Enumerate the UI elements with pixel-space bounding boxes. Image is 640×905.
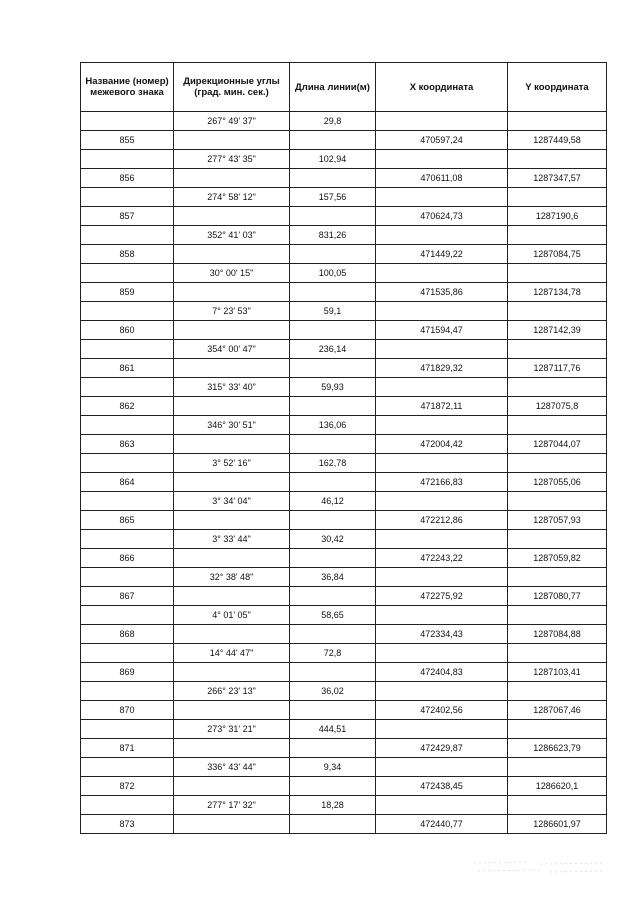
marker-name-cell — [81, 606, 174, 625]
line-length-cell: 59,1 — [290, 302, 376, 321]
table-body — [81, 112, 607, 834]
x-coordinate-cell: 472166,83 — [376, 473, 508, 492]
line-length-cell — [290, 131, 376, 150]
x-coordinate-cell: 471449,22 — [376, 245, 508, 264]
table-row — [81, 188, 607, 207]
y-coordinate-cell: 1286623,79 — [508, 739, 607, 758]
marker-name-cell: 866 — [81, 549, 174, 568]
x-coordinate-cell: 472212,86 — [376, 511, 508, 530]
y-coordinate-cell: 1287103,41 — [508, 663, 607, 682]
direction-angle-cell — [174, 777, 290, 796]
direction-angle-cell: 346° 30' 51" — [174, 416, 290, 435]
table-row — [81, 625, 607, 644]
table-row — [81, 454, 607, 473]
y-coordinate-cell: 1287117,76 — [508, 359, 607, 378]
line-length-cell — [290, 473, 376, 492]
y-coordinate-cell — [508, 796, 607, 815]
y-coordinate-cell: 1286620,1 — [508, 777, 607, 796]
line-length-cell: 162,78 — [290, 454, 376, 473]
line-length-cell — [290, 511, 376, 530]
x-coordinate-cell: 471829,32 — [376, 359, 508, 378]
x-coordinate-cell: 470611,08 — [376, 169, 508, 188]
line-length-cell — [290, 283, 376, 302]
y-coordinate-cell: 1287347,57 — [508, 169, 607, 188]
table-row — [81, 587, 607, 606]
table-row — [81, 359, 607, 378]
marker-name-cell: 868 — [81, 625, 174, 644]
x-coordinate-cell — [376, 682, 508, 701]
table-row — [81, 435, 607, 454]
line-length-cell — [290, 815, 376, 834]
y-coordinate-cell — [508, 226, 607, 245]
table-row — [81, 416, 607, 435]
table-row — [81, 302, 607, 321]
direction-angle-cell: 30° 00' 15" — [174, 264, 290, 283]
line-length-cell: 72,8 — [290, 644, 376, 663]
marker-name-cell: 860 — [81, 321, 174, 340]
line-length-cell: 30,42 — [290, 530, 376, 549]
x-coordinate-cell — [376, 340, 508, 359]
line-length-cell — [290, 587, 376, 606]
x-coordinate-cell — [376, 302, 508, 321]
line-length-cell: 102,94 — [290, 150, 376, 169]
x-coordinate-cell — [376, 796, 508, 815]
y-coordinate-cell: 1287044,07 — [508, 435, 607, 454]
table-header-row — [81, 63, 607, 112]
marker-name-cell — [81, 720, 174, 739]
line-length-cell: 831,26 — [290, 226, 376, 245]
x-coordinate-cell — [376, 720, 508, 739]
marker-name-cell — [81, 416, 174, 435]
y-coordinate-cell — [508, 378, 607, 397]
direction-angle-cell — [174, 397, 290, 416]
line-length-cell: 46,12 — [290, 492, 376, 511]
direction-angle-cell — [174, 473, 290, 492]
y-coordinate-cell — [508, 416, 607, 435]
marker-name-cell: 855 — [81, 131, 174, 150]
line-length-cell — [290, 359, 376, 378]
direction-angle-cell: 277° 43' 35" — [174, 150, 290, 169]
table-row — [81, 549, 607, 568]
marker-name-cell — [81, 530, 174, 549]
direction-angle-cell: 4° 01' 05" — [174, 606, 290, 625]
marker-name-cell — [81, 568, 174, 587]
direction-angle-cell — [174, 169, 290, 188]
y-coordinate-cell — [508, 606, 607, 625]
marker-name-cell: 867 — [81, 587, 174, 606]
line-length-cell — [290, 435, 376, 454]
y-coordinate-cell — [508, 340, 607, 359]
marker-name-cell — [81, 758, 174, 777]
y-coordinate-cell — [508, 302, 607, 321]
table-row — [81, 150, 607, 169]
line-length-cell: 18,28 — [290, 796, 376, 815]
direction-angle-cell: 315° 33' 40" — [174, 378, 290, 397]
direction-angle-cell: 336° 43' 44" — [174, 758, 290, 777]
marker-name-cell: 873 — [81, 815, 174, 834]
table-row — [81, 207, 607, 226]
marker-name-cell: 856 — [81, 169, 174, 188]
table-row — [81, 815, 607, 834]
table-row — [81, 321, 607, 340]
header-direction-angle: Дирекционные углы (град. мин. сек.) — [174, 63, 290, 112]
y-coordinate-cell: 1286601,97 — [508, 815, 607, 834]
table-row — [81, 663, 607, 682]
x-coordinate-cell — [376, 226, 508, 245]
y-coordinate-cell — [508, 188, 607, 207]
direction-angle-cell: 273° 31' 21" — [174, 720, 290, 739]
x-coordinate-cell: 471872,11 — [376, 397, 508, 416]
y-coordinate-cell — [508, 454, 607, 473]
y-coordinate-cell: 1287084,75 — [508, 245, 607, 264]
line-length-cell — [290, 739, 376, 758]
y-coordinate-cell — [508, 112, 607, 131]
line-length-cell — [290, 701, 376, 720]
line-length-cell: 444,51 — [290, 720, 376, 739]
line-length-cell: 157,56 — [290, 188, 376, 207]
line-length-cell — [290, 169, 376, 188]
direction-angle-cell: 3° 52' 16" — [174, 454, 290, 473]
marker-name-cell — [81, 112, 174, 131]
marker-name-cell — [81, 796, 174, 815]
direction-angle-cell — [174, 131, 290, 150]
marker-name-cell: 858 — [81, 245, 174, 264]
line-length-cell: 9,34 — [290, 758, 376, 777]
x-coordinate-cell: 472243,22 — [376, 549, 508, 568]
table-row — [81, 283, 607, 302]
marker-name-cell — [81, 302, 174, 321]
line-length-cell: 100,05 — [290, 264, 376, 283]
table-row — [81, 777, 607, 796]
table-row — [81, 378, 607, 397]
table-row — [81, 511, 607, 530]
header-x-coordinate: X координата — [376, 63, 508, 112]
marker-name-cell — [81, 340, 174, 359]
y-coordinate-cell: 1287134,78 — [508, 283, 607, 302]
direction-angle-cell — [174, 739, 290, 758]
direction-angle-cell: 3° 34' 04" — [174, 492, 290, 511]
y-coordinate-cell: 1287190,6 — [508, 207, 607, 226]
y-coordinate-cell — [508, 530, 607, 549]
marker-name-cell: 862 — [81, 397, 174, 416]
x-coordinate-cell — [376, 644, 508, 663]
direction-angle-cell: 267° 49' 37" — [174, 112, 290, 131]
direction-angle-cell: 354° 00' 47" — [174, 340, 290, 359]
direction-angle-cell — [174, 321, 290, 340]
table-row — [81, 473, 607, 492]
line-length-cell: 136,06 — [290, 416, 376, 435]
x-coordinate-cell: 472004,42 — [376, 435, 508, 454]
marker-name-cell — [81, 682, 174, 701]
y-coordinate-cell — [508, 644, 607, 663]
line-length-cell: 58,65 — [290, 606, 376, 625]
direction-angle-cell: 7° 23' 53" — [174, 302, 290, 321]
y-coordinate-cell: 1287449,58 — [508, 131, 607, 150]
y-coordinate-cell — [508, 720, 607, 739]
table-row — [81, 758, 607, 777]
marker-name-cell — [81, 378, 174, 397]
direction-angle-cell: 274° 58' 12" — [174, 188, 290, 207]
y-coordinate-cell — [508, 758, 607, 777]
table-row — [81, 606, 607, 625]
direction-angle-cell: 3° 33' 44" — [174, 530, 290, 549]
x-coordinate-cell: 472402,56 — [376, 701, 508, 720]
marker-name-cell: 869 — [81, 663, 174, 682]
x-coordinate-cell: 472438,45 — [376, 777, 508, 796]
x-coordinate-cell: 472275,92 — [376, 587, 508, 606]
header-line-length: Длина линии(м) — [290, 63, 376, 112]
line-length-cell — [290, 549, 376, 568]
direction-angle-cell — [174, 435, 290, 454]
direction-angle-cell — [174, 511, 290, 530]
line-length-cell: 236,14 — [290, 340, 376, 359]
x-coordinate-cell — [376, 606, 508, 625]
marker-name-cell: 871 — [81, 739, 174, 758]
line-length-cell — [290, 663, 376, 682]
marker-name-cell — [81, 454, 174, 473]
table-row — [81, 264, 607, 283]
line-length-cell — [290, 777, 376, 796]
y-coordinate-cell — [508, 264, 607, 283]
y-coordinate-cell: 1287075,8 — [508, 397, 607, 416]
x-coordinate-cell: 470624,73 — [376, 207, 508, 226]
line-length-cell — [290, 321, 376, 340]
marker-name-cell: 863 — [81, 435, 174, 454]
direction-angle-cell: 352° 41' 03" — [174, 226, 290, 245]
x-coordinate-cell — [376, 378, 508, 397]
y-coordinate-cell: 1287067,46 — [508, 701, 607, 720]
direction-angle-cell — [174, 207, 290, 226]
x-coordinate-cell: 472404,83 — [376, 663, 508, 682]
direction-angle-cell: 14° 44' 47" — [174, 644, 290, 663]
x-coordinate-cell — [376, 416, 508, 435]
x-coordinate-cell — [376, 568, 508, 587]
table-row — [81, 340, 607, 359]
table-row — [81, 131, 607, 150]
y-coordinate-cell — [508, 150, 607, 169]
x-coordinate-cell — [376, 150, 508, 169]
y-coordinate-cell: 1287084,88 — [508, 625, 607, 644]
x-coordinate-cell — [376, 530, 508, 549]
marker-name-cell: 857 — [81, 207, 174, 226]
direction-angle-cell — [174, 815, 290, 834]
direction-angle-cell — [174, 587, 290, 606]
table-row — [81, 492, 607, 511]
table-row — [81, 701, 607, 720]
x-coordinate-cell — [376, 188, 508, 207]
table-row — [81, 245, 607, 264]
x-coordinate-cell: 471594,47 — [376, 321, 508, 340]
table-row — [81, 682, 607, 701]
marker-name-cell — [81, 644, 174, 663]
y-coordinate-cell: 1287057,93 — [508, 511, 607, 530]
marker-name-cell — [81, 226, 174, 245]
x-coordinate-cell: 472440,77 — [376, 815, 508, 834]
marker-name-cell: 872 — [81, 777, 174, 796]
marker-name-cell: 864 — [81, 473, 174, 492]
direction-angle-cell — [174, 245, 290, 264]
table-row — [81, 397, 607, 416]
line-length-cell: 36,02 — [290, 682, 376, 701]
line-length-cell: 36,84 — [290, 568, 376, 587]
table-row — [81, 796, 607, 815]
direction-angle-cell — [174, 701, 290, 720]
direction-angle-cell — [174, 625, 290, 644]
header-marker-name: Название (номер) межевого знака — [81, 63, 174, 112]
header-y-coordinate: Y координата — [508, 63, 607, 112]
table-row — [81, 530, 607, 549]
y-coordinate-cell: 1287142,39 — [508, 321, 607, 340]
y-coordinate-cell: 1287055,06 — [508, 473, 607, 492]
table-row — [81, 739, 607, 758]
x-coordinate-cell — [376, 758, 508, 777]
marker-name-cell: 859 — [81, 283, 174, 302]
x-coordinate-cell — [376, 492, 508, 511]
marker-name-cell — [81, 492, 174, 511]
marker-name-cell: 861 — [81, 359, 174, 378]
marker-name-cell: 870 — [81, 701, 174, 720]
line-length-cell: 59,93 — [290, 378, 376, 397]
line-length-cell — [290, 207, 376, 226]
table-row — [81, 112, 607, 131]
y-coordinate-cell: 1287059,82 — [508, 549, 607, 568]
faint-scan-mark — [470, 855, 610, 877]
marker-name-cell — [81, 188, 174, 207]
direction-angle-cell: 266° 23' 13" — [174, 682, 290, 701]
y-coordinate-cell: 1287080,77 — [508, 587, 607, 606]
direction-angle-cell: 277° 17' 32" — [174, 796, 290, 815]
y-coordinate-cell — [508, 492, 607, 511]
direction-angle-cell — [174, 549, 290, 568]
marker-name-cell — [81, 150, 174, 169]
x-coordinate-cell: 472429,87 — [376, 739, 508, 758]
table-row — [81, 568, 607, 587]
line-length-cell — [290, 625, 376, 644]
marker-name-cell — [81, 264, 174, 283]
direction-angle-cell: 32° 38' 48" — [174, 568, 290, 587]
table-row — [81, 720, 607, 739]
line-length-cell — [290, 397, 376, 416]
marker-name-cell: 865 — [81, 511, 174, 530]
x-coordinate-cell: 472334,43 — [376, 625, 508, 644]
y-coordinate-cell — [508, 568, 607, 587]
table-row — [81, 226, 607, 245]
boundary-coordinates-table — [80, 62, 607, 834]
line-length-cell — [290, 245, 376, 264]
x-coordinate-cell: 471535,86 — [376, 283, 508, 302]
x-coordinate-cell — [376, 112, 508, 131]
table-row — [81, 169, 607, 188]
direction-angle-cell — [174, 663, 290, 682]
table-row — [81, 644, 607, 663]
y-coordinate-cell — [508, 682, 607, 701]
x-coordinate-cell — [376, 454, 508, 473]
direction-angle-cell — [174, 359, 290, 378]
line-length-cell: 29,8 — [290, 112, 376, 131]
x-coordinate-cell — [376, 264, 508, 283]
x-coordinate-cell: 470597,24 — [376, 131, 508, 150]
direction-angle-cell — [174, 283, 290, 302]
